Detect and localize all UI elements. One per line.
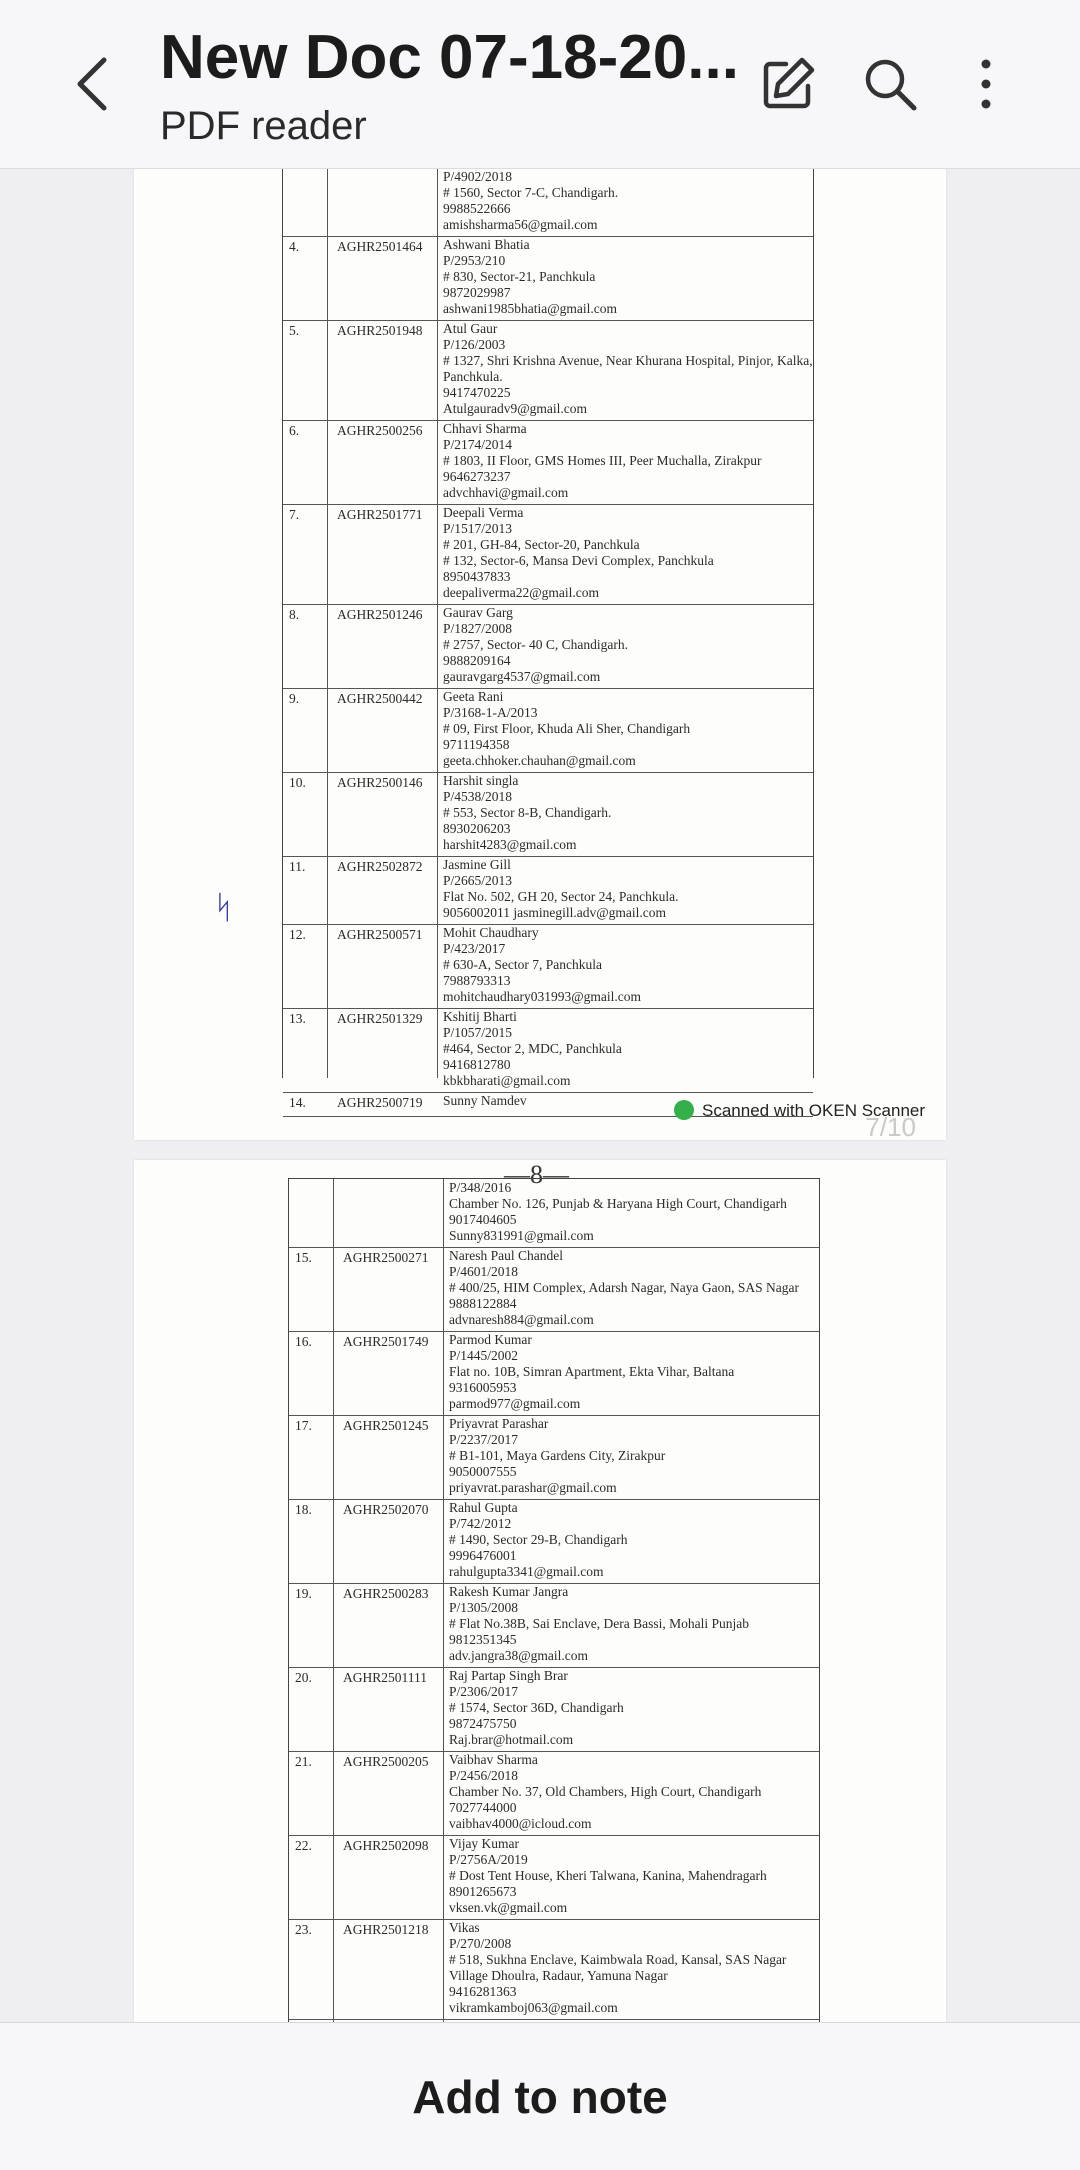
detail-line: P/270/2008 — [449, 1936, 512, 1951]
detail-line: Rahul Gupta — [449, 1500, 518, 1515]
row-number: 14. — [289, 1095, 306, 1110]
row-number: 10. — [289, 775, 306, 790]
table-row — [283, 420, 813, 505]
detail-line: #464, Sector 2, MDC, Panchkula — [443, 1041, 622, 1056]
detail-line: P/1827/2008 — [443, 621, 513, 636]
search-button[interactable] — [858, 52, 922, 116]
detail-line: vaibhav4000@icloud.com — [449, 1816, 592, 1831]
row-number: 22. — [295, 1838, 312, 1853]
advocate-details — [449, 1248, 815, 1328]
detail-line: geeta.chhoker.chauhan@gmail.com — [443, 753, 636, 768]
row-number: 19. — [295, 1586, 312, 1601]
detail-line: # 132, Sector-6, Mansa Devi Complex, Panchkula — [443, 553, 714, 568]
detail-line: 9872475750 — [449, 1716, 517, 1731]
detail-line: P/126/2003 — [443, 337, 506, 352]
more-icon — [954, 52, 1018, 116]
detail-line: harshit4283@gmail.com — [443, 837, 577, 852]
detail-line: Raj Partap Singh Brar — [449, 1668, 568, 1683]
detail-line: 8901265673 — [449, 1884, 517, 1899]
table-row — [289, 1667, 819, 1752]
table-row — [289, 1331, 819, 1416]
detail-line: # 553, Sector 8-B, Chandigarh. — [443, 805, 612, 820]
detail-line: priyavrat.parashar@gmail.com — [449, 1480, 617, 1495]
detail-line: rahulgupta3341@gmail.com — [449, 1564, 604, 1579]
detail-line: # 1560, Sector 7-C, Chandigarh. — [443, 185, 619, 200]
advocate-details — [449, 1416, 815, 1496]
detail-line: Deepali Verma — [443, 505, 524, 520]
detail-line: # 09, First Floor, Khuda Ali Sher, Chandigarh — [443, 721, 691, 736]
detail-line: 9316005953 — [449, 1380, 517, 1395]
row-number: 21. — [295, 1754, 312, 1769]
detail-line: Parmod Kumar — [449, 1332, 532, 1347]
detail-line: kbkbharati@gmail.com — [443, 1073, 571, 1088]
enrolment-code: AGHR2500283 — [343, 1586, 429, 1601]
detail-line: 9988522666 — [443, 201, 511, 216]
row-number: 16. — [295, 1334, 312, 1349]
row-number: 6. — [289, 423, 300, 438]
detail-line: # 1574, Sector 36D, Chandigarh — [449, 1700, 624, 1715]
detail-line: ashwani1985bhatia@gmail.com — [443, 301, 618, 316]
detail-line: advchhavi@gmail.com — [443, 485, 569, 500]
table-row — [283, 168, 813, 237]
detail-line: adv.jangra38@gmail.com — [449, 1648, 589, 1663]
document-title: New Doc 07-18-20... — [160, 23, 739, 92]
detail-line: P/4538/2018 — [443, 789, 513, 804]
advocate-details — [449, 1584, 815, 1664]
advocate-table — [288, 1178, 820, 2041]
back-button[interactable] — [62, 48, 126, 120]
detail-line: vikramkamboj063@gmail.com — [449, 2000, 618, 2015]
detail-line: 9416281363 — [449, 1984, 517, 1999]
enrolment-code: AGHR2500719 — [337, 1095, 423, 1110]
detail-line: Vaibhav Sharma — [449, 1752, 538, 1767]
row-number: 8. — [289, 607, 300, 622]
enrolment-code: AGHR2501245 — [343, 1418, 429, 1433]
table-row — [283, 856, 813, 925]
detail-line: 9416812780 — [443, 1057, 511, 1072]
advocate-details — [443, 505, 809, 601]
row-number: 17. — [295, 1418, 312, 1433]
add-to-note-button[interactable]: Add to note — [372, 2060, 708, 2134]
table-row — [283, 236, 813, 321]
enrolment-code: AGHR2500442 — [337, 691, 423, 706]
table-row — [283, 604, 813, 689]
table-row — [289, 1499, 819, 1584]
table-row — [289, 1919, 819, 2020]
detail-line: Jasmine Gill — [443, 857, 511, 872]
detail-line: P/2306/2017 — [449, 1684, 519, 1699]
back-icon — [62, 48, 126, 120]
detail-line: P/1445/2002 — [449, 1348, 519, 1363]
table-row — [283, 320, 813, 421]
page-number-mark: —8— — [504, 1160, 569, 1189]
detail-line: parmod977@gmail.com — [449, 1396, 581, 1411]
table-row — [283, 688, 813, 773]
detail-line: # B1-101, Maya Gardens City, Zirakpur — [449, 1448, 666, 1463]
search-icon — [858, 52, 922, 116]
detail-line: P/423/2017 — [443, 941, 506, 956]
row-number: 23. — [295, 1922, 312, 1937]
enrolment-code: AGHR2502098 — [343, 1838, 429, 1853]
detail-line: # 1327, Shri Krishna Avenue, Near Khurana Hospital, Pinjor, Kalka, — [443, 353, 813, 368]
detail-line: P/3168-1-A/2013 — [443, 705, 538, 720]
detail-line: Ashwani Bhatia — [443, 237, 530, 252]
detail-line: 9872029987 — [443, 285, 511, 300]
detail-line: P/2756A/2019 — [449, 1852, 528, 1867]
row-number: 4. — [289, 239, 300, 254]
table-row — [283, 1008, 813, 1093]
table-row — [283, 924, 813, 1009]
detail-line: Harshit singla — [443, 773, 519, 788]
detail-line: Atulgauradv9@gmail.com — [443, 401, 588, 416]
page-indicator: 7/10 — [865, 1112, 916, 1142]
advocate-details — [443, 237, 809, 317]
detail-line: P/2665/2013 — [443, 873, 513, 888]
enrolment-code: AGHR2502070 — [343, 1502, 429, 1517]
detail-line: Chhavi Sharma — [443, 421, 527, 436]
detail-line: Chamber No. 37, Old Chambers, High Court, Chandigarh — [449, 1784, 762, 1799]
enrolment-code: AGHR2500146 — [337, 775, 423, 790]
row-number: 12. — [289, 927, 306, 942]
detail-line: Village Dhoulra, Radaur, Yamuna Nagar — [449, 1968, 668, 1983]
detail-line: P/1305/2008 — [449, 1600, 519, 1615]
enrolment-code: AGHR2501771 — [337, 507, 423, 522]
detail-line: Flat no. 10B, Simran Apartment, Ekta Vihar, Baltana — [449, 1364, 735, 1379]
detail-line: Atul Gaur — [443, 321, 498, 336]
enrolment-code: AGHR2501749 — [343, 1334, 429, 1349]
document-subtitle: PDF reader — [160, 104, 367, 148]
advocate-details — [449, 1180, 815, 1244]
pdf-page-7[interactable] — [134, 168, 946, 1140]
advocate-details — [443, 1009, 809, 1089]
advocate-details — [449, 1752, 815, 1832]
enrolment-code: AGHR2501464 — [337, 239, 423, 254]
advocate-details — [449, 1332, 815, 1412]
table-row — [289, 1751, 819, 1836]
detail-line: Rakesh Kumar Jangra — [449, 1584, 569, 1599]
table-row — [283, 504, 813, 605]
advocate-details — [449, 1500, 815, 1580]
advocate-details — [449, 1836, 815, 1916]
detail-line: 9017404605 — [449, 1212, 517, 1227]
table-row — [283, 772, 813, 857]
detail-line: Geeta Rani — [443, 689, 504, 704]
enrolment-code: AGHR2500256 — [337, 423, 423, 438]
detail-line: 8930206203 — [443, 821, 511, 836]
advocate-details — [443, 421, 809, 501]
handwritten-mark: ᛋ — [214, 888, 234, 926]
pdf-page-8[interactable] — [134, 1160, 946, 2022]
detail-line: 9646273237 — [443, 469, 511, 484]
detail-line: P/4902/2018 — [443, 169, 513, 184]
detail-line: Priyavrat Parashar — [449, 1416, 549, 1431]
detail-line: # 2757, Sector- 40 C, Chandigarh. — [443, 637, 628, 652]
detail-line: Mohit Chaudhary — [443, 925, 539, 940]
enrolment-code: AGHR2500205 — [343, 1754, 429, 1769]
row-number: 7. — [289, 507, 300, 522]
detail-line: 7027744000 — [449, 1800, 517, 1815]
row-number: 5. — [289, 323, 300, 338]
row-number: 15. — [295, 1250, 312, 1265]
detail-line: # Flat No.38B, Sai Enclave, Dera Bassi, Mohali Punjab — [449, 1616, 749, 1631]
advocate-table — [282, 168, 814, 1110]
detail-line: vksen.vk@gmail.com — [449, 1900, 568, 1915]
row-number: 9. — [289, 691, 300, 706]
detail-line: 9812351345 — [449, 1632, 517, 1647]
advocate-details — [443, 605, 809, 685]
edit-button[interactable] — [756, 52, 820, 116]
row-number: 13. — [289, 1011, 306, 1026]
detail-line: 9417470225 — [443, 385, 511, 400]
detail-line: amishsharma56@gmail.com — [443, 217, 598, 232]
detail-line: # 1490, Sector 29-B, Chandigarh — [449, 1532, 628, 1547]
enrolment-code: AGHR2501948 — [337, 323, 423, 338]
detail-line: Sunny831991@gmail.com — [449, 1228, 594, 1243]
table-row — [289, 1415, 819, 1500]
table-row — [289, 1583, 819, 1668]
detail-line: P/742/2012 — [449, 1516, 512, 1531]
row-number: 20. — [295, 1670, 312, 1685]
detail-line: mohitchaudhary031993@gmail.com — [443, 989, 642, 1004]
enrolment-code: AGHR2501218 — [343, 1922, 429, 1937]
enrolment-code: AGHR2502872 — [337, 859, 423, 874]
detail-line: P/2237/2017 — [449, 1432, 519, 1447]
detail-line: P/1057/2015 — [443, 1025, 513, 1040]
advocate-details — [449, 1920, 815, 2016]
advocate-details — [443, 689, 809, 769]
detail-line: P/2953/210 — [443, 253, 506, 268]
detail-line: 9996476001 — [449, 1548, 517, 1563]
scanner-watermark: Scanned with OKEN Scanner — [674, 1100, 925, 1121]
detail-line: P/1517/2013 — [443, 521, 513, 536]
scanner-logo-icon — [674, 1100, 694, 1120]
advocate-details — [443, 169, 809, 233]
detail-line: P/2174/2014 — [443, 437, 513, 452]
detail-line: gauravgarg4537@gmail.com — [443, 669, 601, 684]
detail-line: P/348/2016 — [449, 1180, 512, 1195]
enrolment-code: AGHR2501111 — [343, 1670, 427, 1685]
detail-line: Naresh Paul Chandel — [449, 1248, 563, 1263]
detail-line: 8950437833 — [443, 569, 511, 584]
row-number: 18. — [295, 1502, 312, 1517]
enrolment-code: AGHR2501329 — [337, 1011, 423, 1026]
detail-line: 9056002011 jasminegill.adv@gmail.com — [443, 905, 667, 920]
row-number: 11. — [289, 859, 306, 874]
detail-line: Panchkula. — [443, 369, 503, 384]
table-row — [289, 1247, 819, 1332]
table-row — [289, 1179, 819, 1248]
detail-line: # 830, Sector-21, Panchkula — [443, 269, 596, 284]
detail-line: # 518, Sukhna Enclave, Kaimbwala Road, Kansal, SAS Nagar — [449, 1952, 787, 1967]
advocate-details — [443, 925, 809, 1005]
detail-line: Vijay Kumar — [449, 1836, 520, 1851]
enrolment-code: AGHR2500571 — [337, 927, 423, 942]
detail-line: P/4601/2018 — [449, 1264, 519, 1279]
advocate-details — [443, 773, 809, 853]
detail-line: deepaliverma22@gmail.com — [443, 585, 600, 600]
table-row — [289, 1835, 819, 1920]
detail-line: # Dost Tent House, Kheri Talwana, Kanina, Mahendragarh — [449, 1868, 767, 1883]
detail-line: Vikas — [449, 1920, 480, 1935]
detail-line: Kshitij Bharti — [443, 1009, 517, 1024]
enrolment-code: AGHR2500271 — [343, 1250, 429, 1265]
edit-icon — [756, 52, 820, 116]
detail-line: Flat No. 502, GH 20, Sector 24, Panchkula. — [443, 889, 679, 904]
detail-line: Chamber No. 126, Punjab & Haryana High Court, Chandigarh — [449, 1196, 787, 1211]
advocate-details — [443, 857, 809, 921]
detail-line: # 1803, II Floor, GMS Homes III, Peer Muchalla, Zirakpur — [443, 453, 762, 468]
detail-line: Gaurav Garg — [443, 605, 513, 620]
more-options-button[interactable] — [954, 52, 1018, 116]
detail-line: advnaresh884@gmail.com — [449, 1312, 594, 1327]
app-bar — [0, 0, 1080, 169]
advocate-details — [449, 1668, 815, 1748]
detail-line: Sunny Namdev — [443, 1093, 527, 1108]
enrolment-code: AGHR2501246 — [337, 607, 423, 622]
bottom-bar — [0, 2022, 1080, 2170]
detail-line: 9050007555 — [449, 1464, 517, 1479]
detail-line: # 201, GH-84, Sector-20, Panchkula — [443, 537, 640, 552]
advocate-details — [443, 321, 813, 417]
detail-line: # 630-A, Sector 7, Panchkula — [443, 957, 602, 972]
detail-line: P/2456/2018 — [449, 1768, 519, 1783]
detail-line: 7988793313 — [443, 973, 511, 988]
detail-line: Raj.brar@hotmail.com — [449, 1732, 574, 1747]
detail-line: 9888209164 — [443, 653, 511, 668]
detail-line: # 400/25, HIM Complex, Adarsh Nagar, Naya Gaon, SAS Nagar — [449, 1280, 800, 1295]
detail-line: 9888122884 — [449, 1296, 517, 1311]
detail-line: 9711194358 — [443, 737, 510, 752]
